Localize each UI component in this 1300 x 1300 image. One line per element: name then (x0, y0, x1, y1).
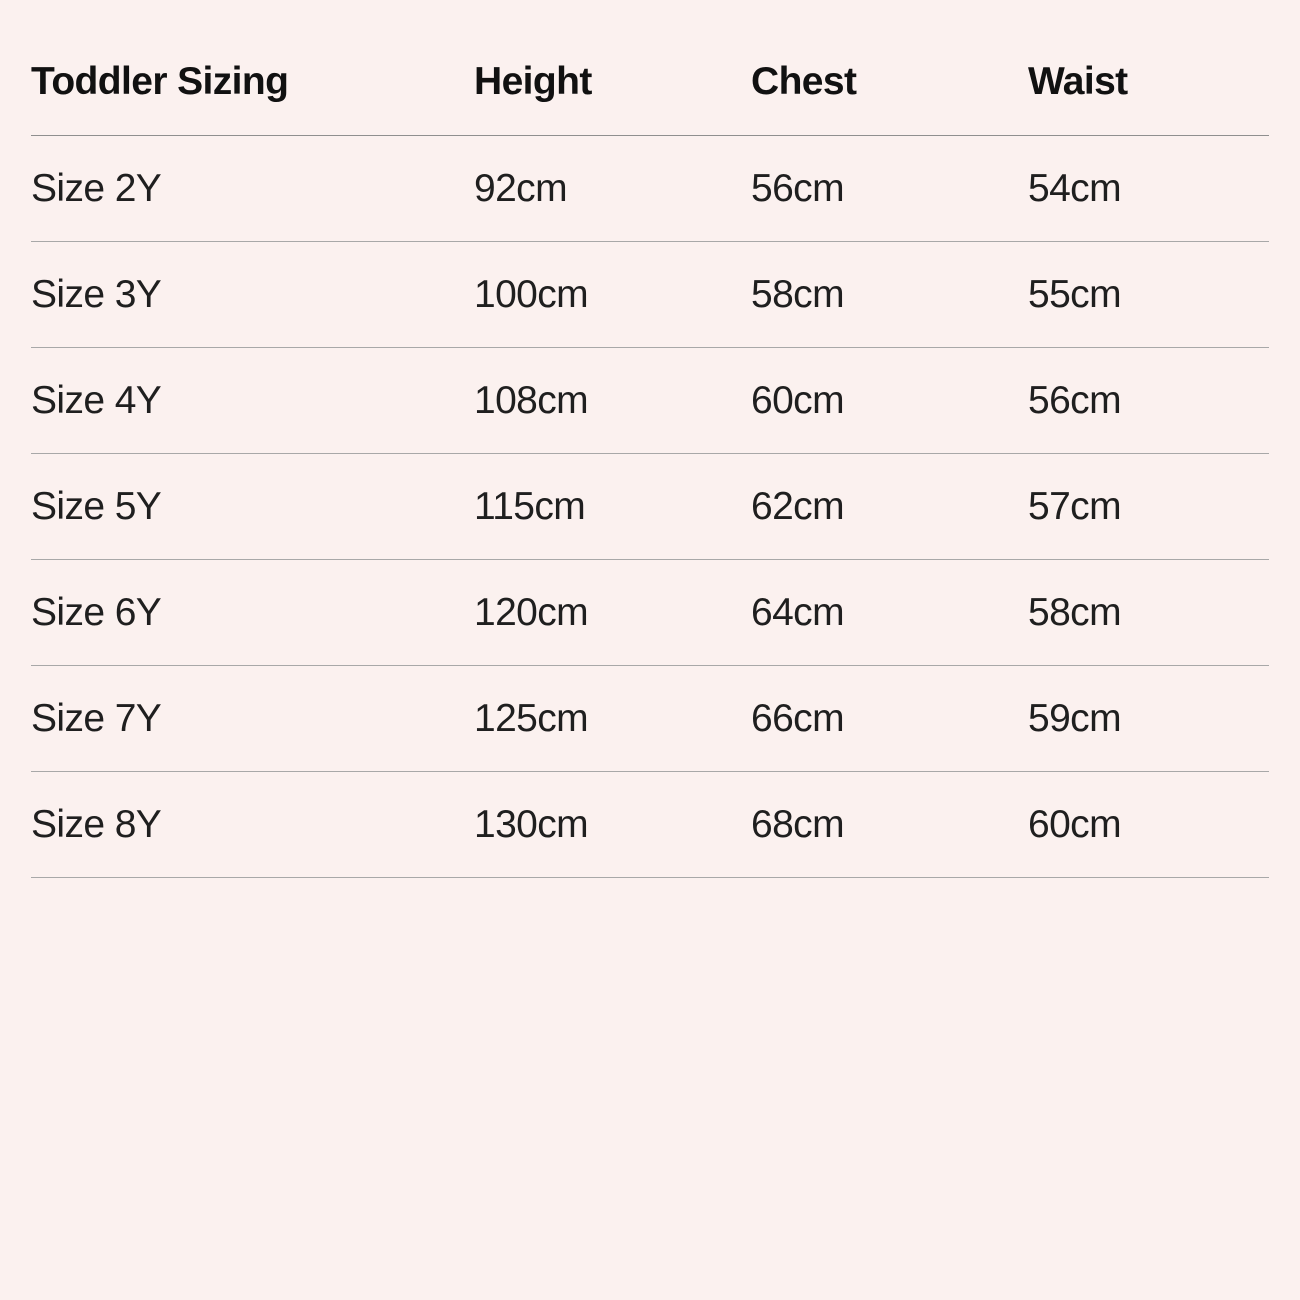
chest-cell: 68cm (751, 803, 844, 846)
table-row (31, 348, 1269, 454)
waist-cell: 55cm (1028, 273, 1121, 316)
column-header-chest: Chest (751, 60, 857, 103)
table-row (31, 772, 1269, 878)
chest-cell: 66cm (751, 697, 844, 740)
waist-cell: 59cm (1028, 697, 1121, 740)
size-cell: Size 7Y (31, 697, 162, 740)
table-row (31, 560, 1269, 666)
chest-cell: 64cm (751, 591, 844, 634)
size-cell: Size 6Y (31, 591, 162, 634)
table-row (31, 666, 1269, 772)
column-header-height: Height (474, 60, 592, 103)
chest-cell: 60cm (751, 379, 844, 422)
waist-cell: 57cm (1028, 485, 1121, 528)
chest-cell: 58cm (751, 273, 844, 316)
size-cell: Size 8Y (31, 803, 162, 846)
size-chart-table (31, 29, 1269, 878)
chest-cell: 62cm (751, 485, 844, 528)
size-cell: Size 2Y (31, 167, 162, 210)
height-cell: 130cm (474, 803, 589, 846)
column-header-waist: Waist (1028, 60, 1128, 103)
waist-cell: 56cm (1028, 379, 1121, 422)
height-cell: 115cm (474, 485, 586, 528)
waist-cell: 54cm (1028, 167, 1121, 210)
waist-cell: 60cm (1028, 803, 1121, 846)
waist-cell: 58cm (1028, 591, 1121, 634)
height-cell: 120cm (474, 591, 589, 634)
table-row (31, 136, 1269, 242)
size-cell: Size 3Y (31, 273, 162, 316)
table-row (31, 242, 1269, 348)
height-cell: 100cm (474, 273, 589, 316)
height-cell: 92cm (474, 167, 567, 210)
chest-cell: 56cm (751, 167, 844, 210)
height-cell: 125cm (474, 697, 589, 740)
column-header-toddler-sizing: Toddler Sizing (31, 60, 289, 103)
size-cell: Size 5Y (31, 485, 162, 528)
table-header-row (31, 29, 1269, 136)
size-cell: Size 4Y (31, 379, 162, 422)
height-cell: 108cm (474, 379, 589, 422)
table-row (31, 454, 1269, 560)
